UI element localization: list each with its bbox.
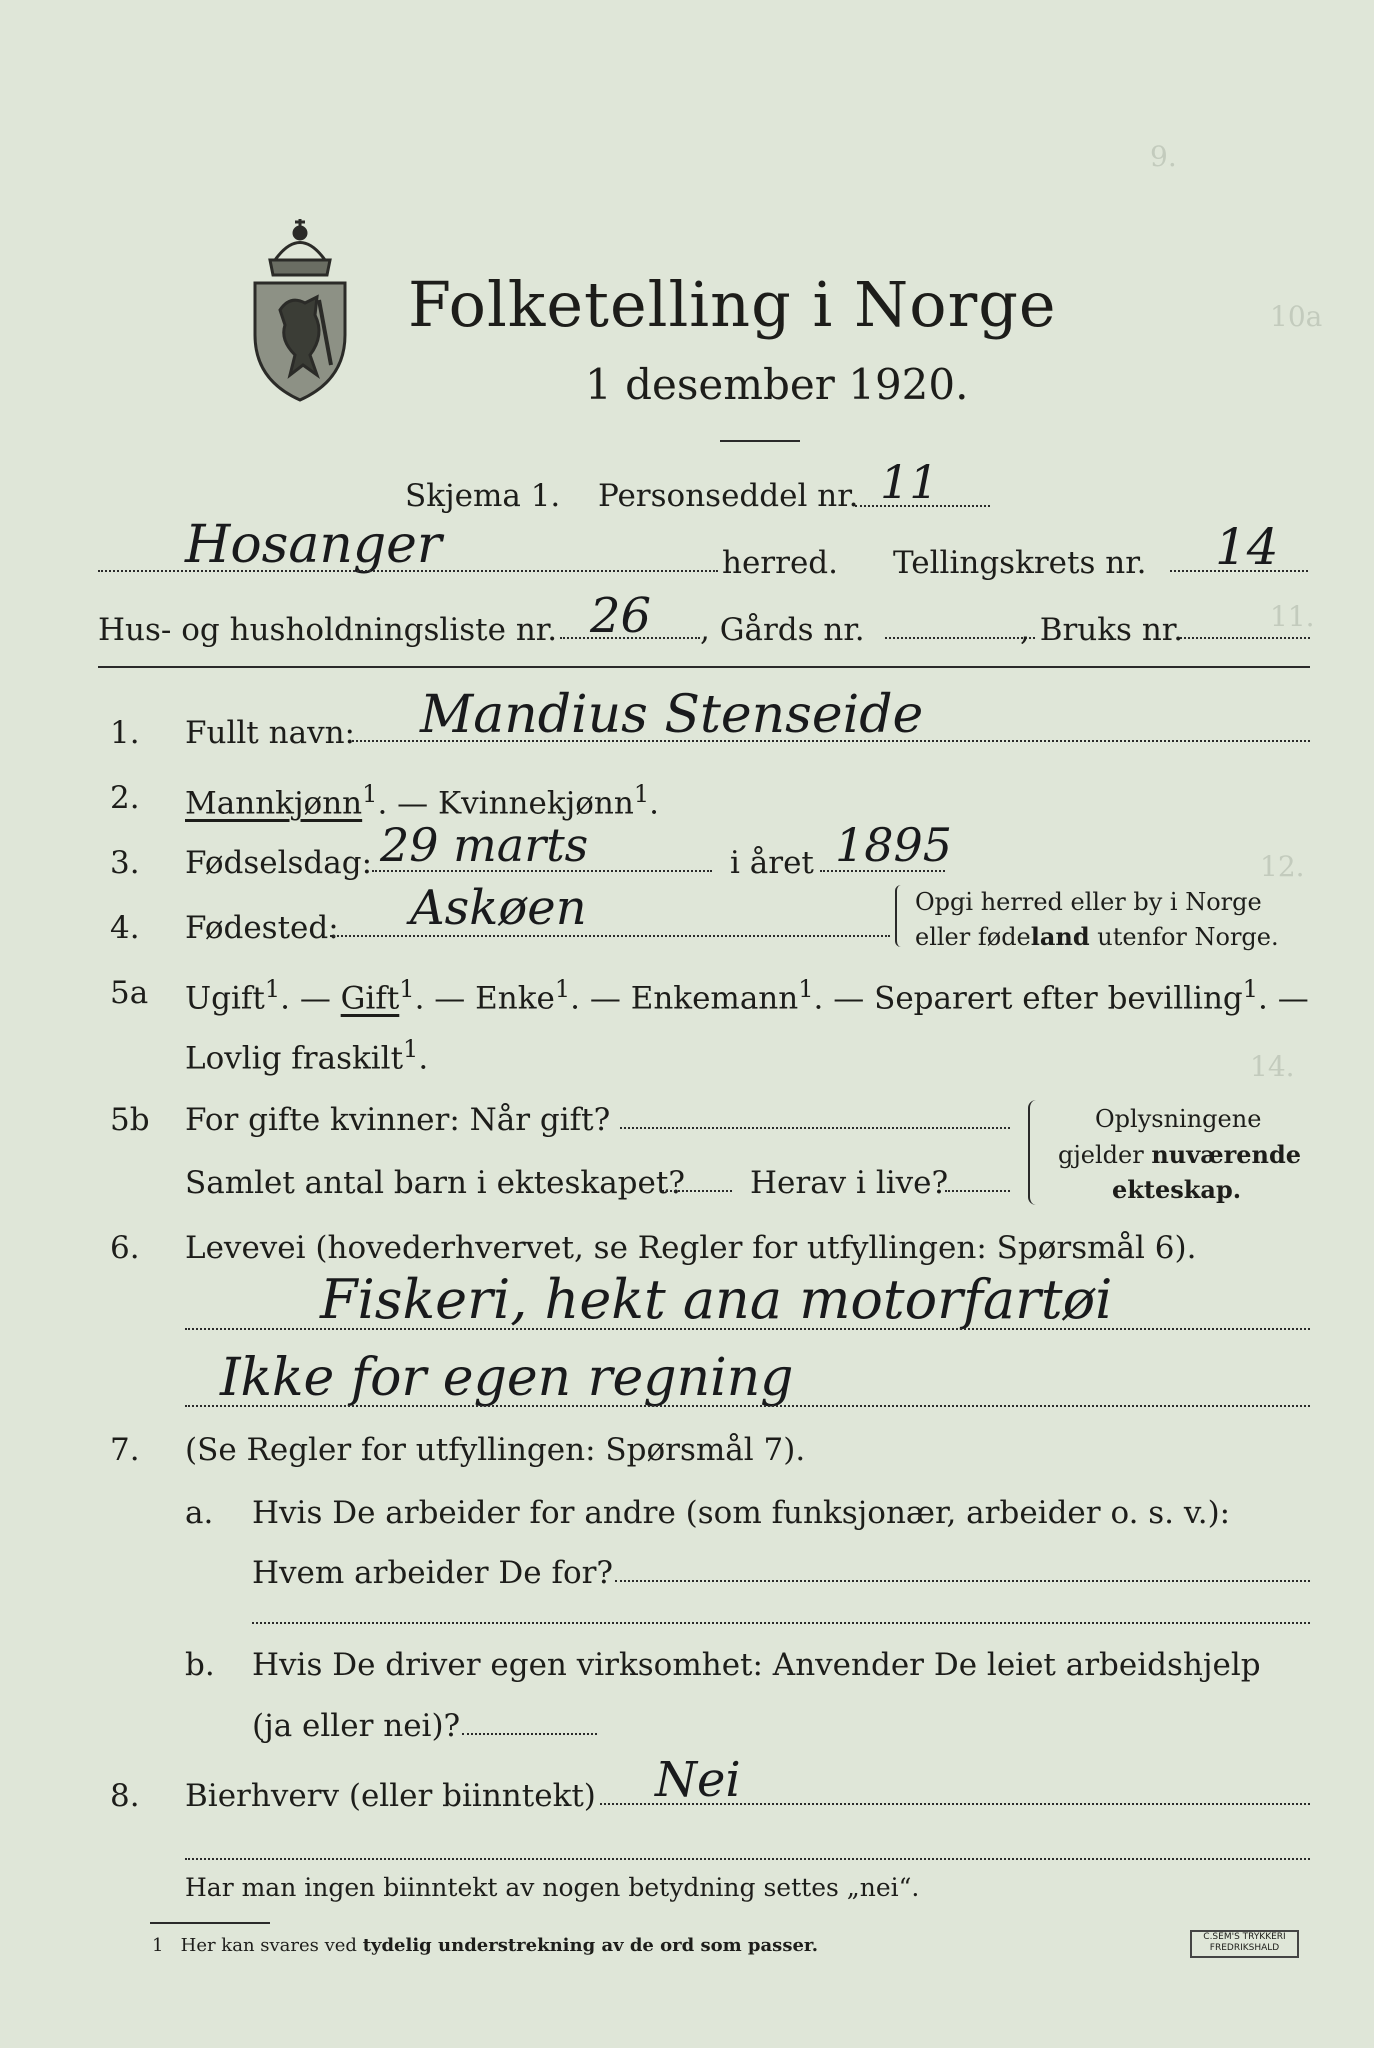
section-rule (98, 666, 1310, 668)
marital-status-options: Ugift$^1$. — Gift$^1$. — Enke$^1$. — Enkemann$^1$. — Separert efter bevilling$^1$. — (185, 975, 1309, 1017)
footnote: 1 Her kan svares ved tydelig understrekning av de ord som passer. (152, 1935, 818, 1956)
birthdate-label: Fødselsdag: (185, 845, 373, 881)
hired-help-label: (ja eller nei)? (252, 1708, 461, 1744)
q6-number: 6. (110, 1230, 140, 1266)
status-lovlig-fraskilt: Lovlig fraskilt$^1$. (185, 1035, 429, 1077)
employer-line (615, 1580, 1310, 1582)
tellingskrets-label: Tellingskrets nr. (893, 545, 1147, 581)
side-income-label: Bierhverv (eller biinntekt) (185, 1778, 596, 1814)
tellingskrets-value: 14 (1215, 518, 1279, 576)
married-when-line (620, 1127, 1010, 1129)
q7-label: (Se Regler for utfyllingen: Spørsmål 7). (185, 1432, 806, 1468)
birthplace-label: Fødested: (185, 910, 339, 946)
q7b-label: Hvis De driver egen virksomhet: Anvender De leiet arbeidshjelp (252, 1647, 1261, 1683)
occupation-line-2 (185, 1405, 1310, 1407)
q3-number: 3. (110, 845, 140, 881)
bleed-through-text: 9. (1150, 140, 1177, 173)
employer-line-2 (252, 1622, 1310, 1624)
status-enkemann: Enkemann (630, 980, 799, 1017)
q7a-letter: a. (185, 1495, 214, 1531)
bleed-through-text: 12. (1260, 850, 1305, 883)
sex-female-option: Kvinnekjønn (438, 785, 634, 822)
side-income-note: Har man ingen biinntekt av nogen betydning settes „nei“. (185, 1873, 920, 1902)
married-when-label: For gifte kvinner: Når gift? (185, 1102, 611, 1138)
status-ugift: Ugift (185, 980, 265, 1017)
footnote-ref: 1 (362, 780, 378, 808)
full-name-value: Mandius Stenseide (420, 685, 924, 745)
title-rule (720, 440, 800, 442)
marriage-note-3: ekteskap. (1112, 1175, 1242, 1204)
birthdate-value: 29 marts (380, 818, 589, 872)
bleed-through-text: 10a (1270, 300, 1323, 333)
birthplace-value: Askøen (410, 880, 587, 936)
sex-options (185, 780, 659, 821)
husholdning-label: Hus- og husholdningsliste nr. (98, 612, 558, 648)
form-date: 1 desember 1920. (585, 360, 969, 409)
children-alive-line (945, 1190, 1010, 1192)
printer-stamp (1190, 1930, 1299, 1958)
bleed-through-text: 14. (1250, 1050, 1295, 1083)
hired-help-line (462, 1733, 597, 1735)
occupation-value-1: Fiskeri, hekt ana motorfartøi (320, 1268, 1113, 1331)
personseddel-label: Personseddel nr. (598, 478, 859, 514)
occupation-value-2: Ikke for egen regning (220, 1348, 794, 1408)
q5b-number: 5b (110, 1102, 150, 1138)
birthplace-note-2: eller fødeland utenfor Norge. (915, 922, 1279, 951)
birthyear-value: 1895 (835, 818, 953, 872)
status-gift: Gift (340, 980, 400, 1017)
children-alive-label: Herav i live? (750, 1165, 949, 1201)
q8-number: 8. (110, 1778, 140, 1814)
q1-number: 1. (110, 715, 140, 751)
husholdning-value: 26 (590, 588, 652, 644)
side-income-line-2 (185, 1858, 1310, 1860)
gards-label: , Gårds nr. (700, 612, 865, 648)
status-enke: Enke (475, 980, 555, 1017)
personseddel-value: 11 (880, 455, 939, 509)
marriage-note-2: gjelder nuværende (1058, 1140, 1302, 1169)
bleed-through-text: 11. (1270, 600, 1315, 633)
children-total-line (662, 1190, 732, 1192)
herred-value: Hosanger (185, 515, 442, 575)
employer-label: Hvem arbeider De for? (252, 1555, 614, 1591)
status-separert: Separert efter bevilling (874, 980, 1243, 1017)
q5a-number: 5a (110, 975, 149, 1011)
printer-stamp-line-1: C.SEM'S TRYKKERI (1203, 1932, 1286, 1942)
schema-label: Skjema 1. (405, 478, 561, 514)
marriage-note-1: Oplysningene (1095, 1105, 1262, 1133)
q4-number: 4. (110, 910, 140, 946)
form-title: Folketelling i Norge (408, 268, 1057, 341)
herred-line (98, 570, 718, 572)
printer-stamp-line-2: FREDRIKSHALD (1209, 1943, 1280, 1953)
herred-label: herred. (722, 545, 838, 581)
full-name-label: Fullt navn: (185, 715, 355, 751)
q2-number: 2. (110, 780, 140, 816)
gards-line (885, 637, 1035, 639)
occupation-label: Levevei (hovederhvervet, se Regler for utfyllingen: Spørsmål 6). (185, 1230, 1197, 1266)
bruks-label: , Bruks nr. (1020, 612, 1184, 648)
q7a-label: Hvis De arbeider for andre (som funksjonær, arbeider o. s. v.): (252, 1495, 1231, 1531)
birthplace-note-1: Opgi herred eller by i Norge (915, 888, 1262, 916)
occupation-line-1 (185, 1328, 1310, 1330)
footnote-ref: 1 (633, 780, 650, 808)
q7b-letter: b. (185, 1647, 215, 1683)
coat-of-arms-icon (245, 205, 355, 405)
sex-male-option: Mannkjønn (185, 785, 363, 822)
separator: . (649, 785, 659, 822)
side-income-value: Nei (655, 1752, 741, 1808)
brace (895, 885, 903, 947)
q7-number: 7. (110, 1432, 140, 1468)
separator: . — (377, 785, 438, 822)
footnote-rule (150, 1922, 270, 1924)
brace (1028, 1100, 1038, 1205)
children-total-label: Samlet antal barn i ekteskapet? (185, 1165, 685, 1201)
bruks-line (1180, 637, 1310, 639)
birthyear-label: i året (730, 845, 814, 881)
